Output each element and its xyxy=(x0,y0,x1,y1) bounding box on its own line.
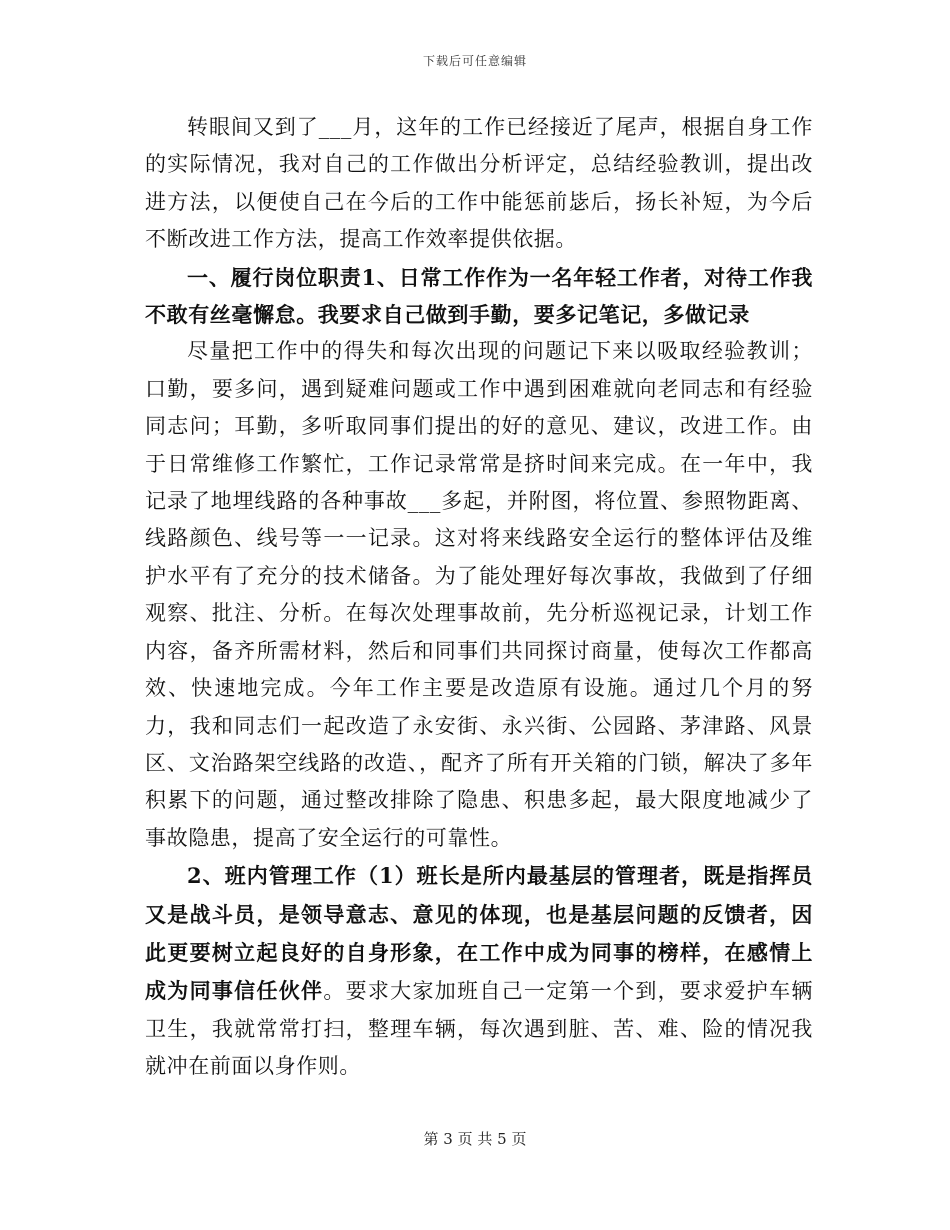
paragraph-intro: 转眼间又到了___月，这年的工作已经接近了尾声，根据自身工作的实际情况，我对自己的工作做出分析评定，总结经验教训，提出改进方法，以便使自己在今后的工作中能惩前毖后，扬长补短，为今后不断改进工作方法，提高工作效率提供依据。 xyxy=(145,115,813,252)
team-management-text: 。要求大家加班自己一定第一个到，要求爱护车辆卫生，我就常常打扫，整理车辆，每次遇到脏、苦、难、险的情况我就冲在前面以身作则。 xyxy=(145,979,813,1079)
paragraph-section-heading: 一、履行岗位职责1、日常工作作为一名年轻工作者，对待工作我不敢有丝毫懈怠。我要求自己做到手勤，要多记笔记，多做记录 xyxy=(145,264,813,328)
document-body xyxy=(145,109,813,1086)
page-number-footer: 第 3 页 共 5 页 xyxy=(423,1130,527,1148)
team-management-bold-lead: 2、班内管理工作（1）班长是所内最基层的管理者，既是指挥员又是战斗员，是领导意志、意见的体现，也是基层问题的反馈者，因此更要树立起良好的自身形象，在工作中成为同事的榜样，在感情上成为同事信任伙伴 xyxy=(145,863,813,1004)
paragraph-team-management xyxy=(145,857,813,1085)
page-header-note: 下载后可任意编辑 xyxy=(422,54,527,68)
paragraph-work-record: 尽量把工作中的得失和每次出现的问题记下来以吸取经验教训；口勤，要多问，遇到疑难问题或工作中遇到困难就向老同志和有经验同志问；耳勤，多听取同事们提出的好的意见、建议，改进工作。由于日常维修工作繁忙，工作记录常常是挤时间来完成。在一年中，我记录了地埋线路的各种事故___多起，并附图，将位置、参照物距离、线路颜色、线号等一一记录。这对将来线路安全运行的整体评估及维护水平有了充分的技术储备。为了能处理好每次事故，我做到了仔细观察、批注、分析。在每次处理事故前，先分析巡视记录，计划工作内容，备齐所需材料，然后和同事们共同探讨商量，使每次工作都高效、快速地完成。今年工作主要是改造原有设施。通过几个月的努力，我和同志们一起改造了永安街、永兴街、公园路、茅津路、风景区、文治路架空线路的改造、，配齐了所有开关箱的门锁，解决了多年积累下的问题，通过整改排除了隐患、积患多起，最大限度地减少了事故隐患，提高了安全运行的可靠性。 xyxy=(145,339,813,850)
